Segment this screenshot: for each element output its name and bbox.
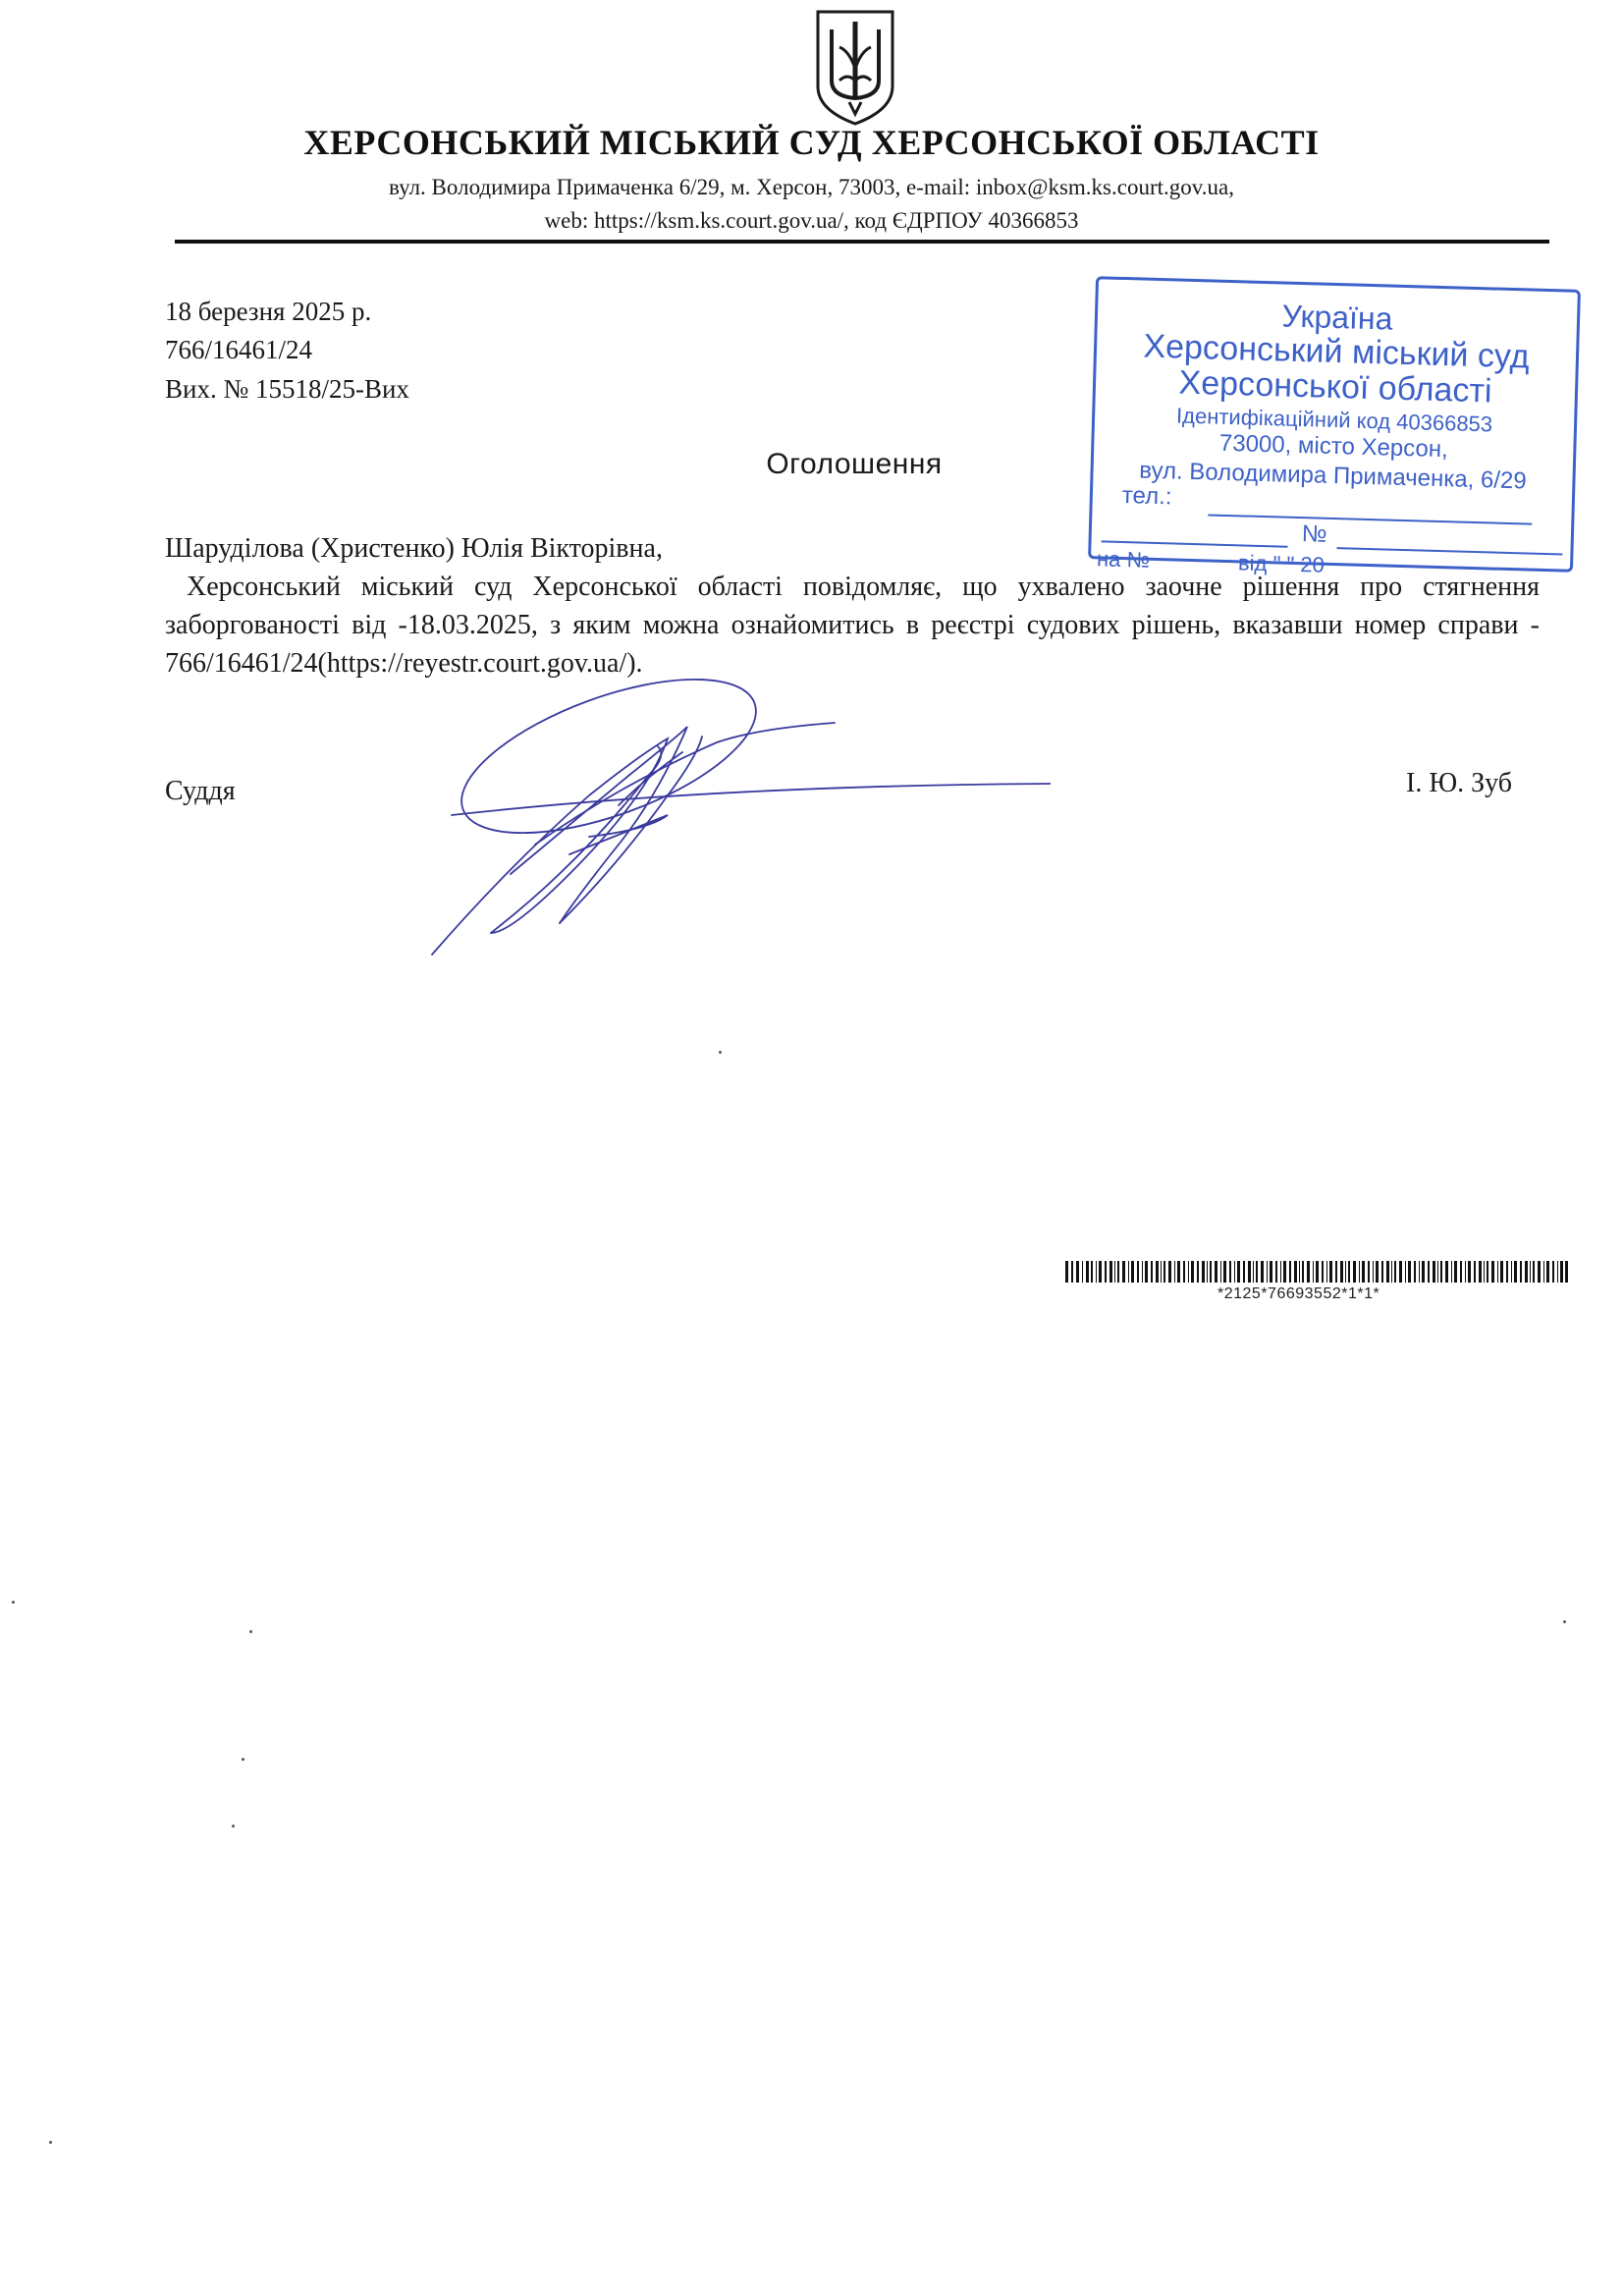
stamp-ref-label: на № <box>1096 546 1151 573</box>
case-number: 766/16461/24 <box>165 335 313 364</box>
stamp-line <box>1336 547 1562 555</box>
stamp-no-label: № <box>1301 520 1327 548</box>
scan-speck <box>242 1758 244 1761</box>
stamp-street: вул. Володимира Примаченка, 6/29 <box>1138 457 1528 495</box>
stamp-court-line1: Херсонський міський суд <box>1142 327 1531 376</box>
barcode-icon <box>1065 1261 1568 1283</box>
trident-emblem-icon <box>810 8 900 128</box>
scan-speck <box>49 2141 52 2144</box>
header-divider <box>175 240 1549 244</box>
barcode-number: *2125*76693552*1*1* <box>1217 1285 1380 1302</box>
stamp-tel-line <box>1208 514 1532 524</box>
scan-speck <box>12 1601 15 1604</box>
signatory-name: І. Ю. Зуб <box>1406 768 1513 798</box>
signatory-role: Суддя <box>165 776 236 806</box>
document-date: 18 березня 2025 р. <box>165 297 372 326</box>
court-web: web: https://ksm.ks.court.gov.ua/, код ЄДРПОУ 40366853 <box>544 208 1079 233</box>
document-heading: Оголошення <box>766 448 943 480</box>
stamp-country: Україна <box>1281 298 1393 337</box>
outgoing-number: Вих. № 15518/25-Вих <box>165 374 409 404</box>
stamp-date-label: від " " 20 <box>1237 550 1325 577</box>
official-stamp <box>1088 276 1581 577</box>
court-name: ХЕРСОНСЬКИЙ МІСЬКИЙ СУД ХЕРСОНСЬКОЇ ОБЛАСТІ <box>303 123 1320 162</box>
handwritten-signature <box>422 668 1051 982</box>
scan-speck <box>719 1051 722 1054</box>
stamp-id-code: Ідентифікаційний код 40366853 <box>1175 403 1493 437</box>
court-address: вул. Володимира Примаченка 6/29, м. Херсон, 73003, e-mail: inbox@ksm.ks.court.gov.ua, <box>389 175 1234 199</box>
stamp-city: 73000, місто Херсон, <box>1218 429 1449 464</box>
stamp-court-line2: Херсонської області <box>1178 363 1493 410</box>
scan-speck <box>232 1825 235 1828</box>
body-text: Херсонський міський суд Херсонської області повідомляє, що ухвалено заочне рішення про стягнення заборгованості від -18.03.2025, з яким можна ознайомитись в реєстрі судових рішень, вказавши номер справи - 766/16461/24(https://reyestr.court.gov.ua/). <box>165 572 1540 679</box>
scan-speck <box>249 1630 252 1633</box>
scan-speck <box>1563 1620 1566 1623</box>
addressee: Шаруділова (Христенко) Юлія Вікторівна, <box>165 533 663 564</box>
stamp-tel-label: тел.: <box>1121 481 1172 511</box>
